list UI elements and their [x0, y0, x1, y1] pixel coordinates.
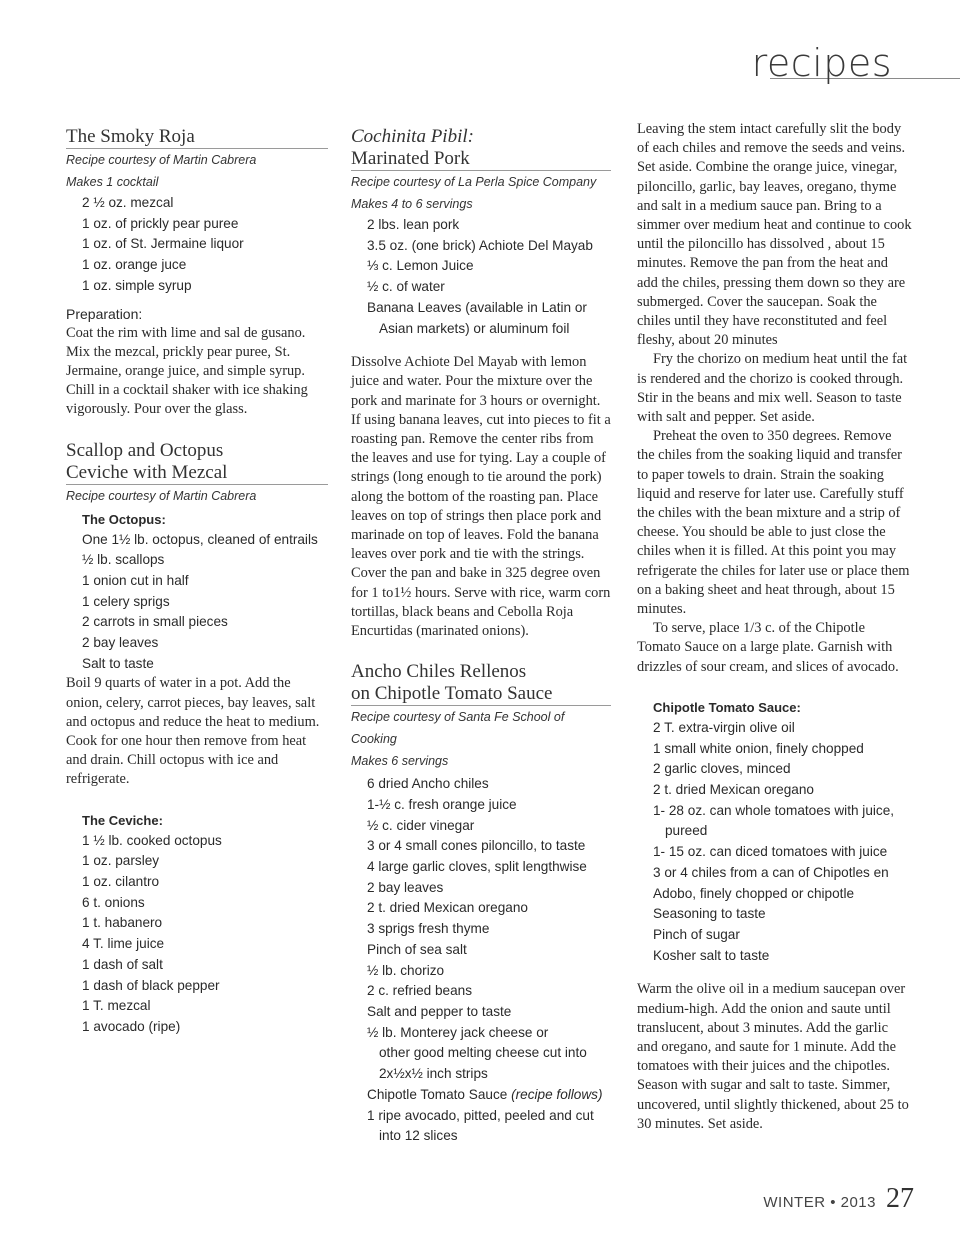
ingredient — [367, 298, 611, 339]
ceviche-credit: Recipe courtesy of Martin Cabrera — [66, 488, 257, 503]
chipotle-ingredients — [637, 718, 912, 966]
ingredient: 4 T. lime juice — [82, 936, 165, 952]
rellenos-method-2: Fry the chorizo on medium heat until the fat is rendered and the chorizo is cooked through. Stir in the beans and mix well. Season to taste with salt and pepper. Set aside. — [637, 351, 908, 426]
ingredient: 4 large garlic cloves, split lengthwise — [367, 859, 587, 875]
page-footer — [763, 1183, 914, 1215]
ingredient: 2 c. refried beans — [367, 983, 473, 999]
cochinita-credit: Recipe courtesy of La Perla Spice Company — [351, 175, 597, 189]
ceviche-title-line1: Scallop and Octopus — [66, 439, 224, 461]
section-label: recipes — [751, 41, 892, 85]
ingredient-line: 1 ripe avocado, pitted, peeled and cut — [367, 1107, 594, 1123]
ceviche-title — [66, 440, 328, 485]
ingredient: 1 celery sprigs — [82, 593, 170, 609]
ingredient: 1 dash of salt — [82, 956, 163, 972]
ingredient: 1- 15 oz. can diced tomatoes with juice — [653, 844, 888, 860]
column-middle — [351, 126, 611, 1147]
ingredient: 3 or 4 small cones piloncillo, to taste — [367, 838, 586, 854]
ingredient: 2 t. dried Mexican oregano — [367, 900, 528, 916]
octopus-heading: The Octopus: — [82, 511, 166, 527]
ingredient: 2 carrots in small pieces — [82, 614, 228, 630]
chipotle-heading: Chipotle Tomato Sauce: — [653, 699, 801, 715]
ingredient-line: pureed — [665, 823, 708, 839]
ingredient: 1 oz. orange juce — [82, 257, 187, 273]
recipe-follows-note: (recipe follows) — [511, 1086, 603, 1102]
preparation-label: Preparation: — [66, 305, 143, 322]
ingredient-line: into 12 slices — [379, 1128, 458, 1144]
ingredient: 3 sprigs fresh thyme — [367, 921, 490, 937]
ingredient: 2 bay leaves — [82, 635, 159, 651]
smoky-roja-yield: Makes 1 cocktail — [66, 175, 159, 189]
cochinita-title-line2: Marinated Pork — [351, 148, 470, 169]
rellenos-method-4: To serve, place 1/3 c. of the Chipotle Tomato Sauce on a large plate. Garnish with drizzles of sour cream, and slices of avocado. — [637, 620, 899, 675]
ingredient — [653, 801, 912, 842]
smoky-roja-title: The Smoky Roja — [66, 126, 328, 149]
ingredient: 2 T. extra-virgin olive oil — [653, 719, 795, 735]
ingredient — [367, 1085, 611, 1106]
ingredient: 1 oz. parsley — [82, 853, 160, 869]
ingredient: 1-½ c. fresh orange juice — [367, 796, 517, 812]
ingredient-line: Chipotle Tomato Sauce — [367, 1086, 508, 1102]
column-right — [637, 120, 912, 1134]
ingredient-line: Asian markets) or aluminum foil — [379, 320, 570, 336]
ingredient: 3.5 oz. (one brick) Achiote Del Mayab — [367, 237, 593, 253]
ingredient: 1 oz. cilantro — [82, 874, 160, 890]
ingredient: 2 t. dried Mexican oregano — [653, 782, 814, 797]
ingredient: 3 or 4 chiles from a can of Chipotles en — [653, 864, 889, 880]
ingredient: 1 ½ lb. cooked octopus — [82, 832, 222, 848]
ingredient-line: other good melting cheese cut into — [379, 1045, 587, 1061]
cochinita-title-line1: Cochinita Pibil: — [351, 126, 474, 147]
ingredient: 2 garlic cloves, minced — [653, 761, 791, 777]
rellenos-yield: Makes 6 servings — [351, 754, 449, 769]
ingredient: 1 t. habanero — [82, 915, 163, 931]
ingredient: 6 t. onions — [82, 894, 145, 910]
column-left — [66, 126, 328, 1038]
rellenos-credit: Recipe courtesy of Santa Fe School of Cooking — [351, 710, 565, 747]
ingredient: 2 lbs. lean pork — [367, 217, 460, 232]
cochinita-method: Dissolve Achiote Del Mayab with lemon juice and water. Pour the mixture over the pork and marinate for 3 hours or overnight. If using banana leaves, cut into pieces to fit a roasting pan. Remove the center ribs from the leaves and use for tying. Lay a couple of strings (long enough to tie around the pork) along the bottom of the roasting pan. Place leaves on top of strings then place pork and marinade on top of leaves. Fold the banana leaves over pork and tie with the strings. Cover the pan and bake in 325 degree oven for 1 to1½ hours. Serve with rice, warm corn tortillas, black beans and Cebolla Roja Encurtidas (marinated onions). — [351, 354, 611, 640]
ingredient: 1 dash of black pepper — [82, 977, 220, 993]
smoky-roja-method: Coat the rim with lime and sal de gusano. Mix the mezcal, prickly pear puree, St. Jermaine, orange juice, and simple syrup. Chill in a cocktail shaker with ice shaking vigorously. Pour over the glass. — [66, 324, 308, 418]
issue-season: WINTER • 2013 — [763, 1194, 876, 1211]
ingredient — [367, 1106, 611, 1147]
chipotle-method: Warm the olive oil in a medium saucepan over medium-high. Add the onion and saute until translucent, about 3 minutes. Add the garlic and oregano, and saute for 1 minute. Add the tomatoes with their juices and the chipotles. Season with sugar and salt to taste. Simmer, uncovered, until slightly thickened, about 25 to 30 minutes. Set aside. — [637, 981, 909, 1132]
ingredient-line: 2x½x½ inch strips — [379, 1066, 488, 1082]
rellenos-method-1: Leaving the stem intact carefully slit the body of each chiles and remove the seeds and veins. Set aside. Combine the orange juice, vinegar, piloncillo, garlic, bay leaves, oregano, thyme and salt in a medium sauce pan. Bring to a simmer over medium heat and continue to cook until the piloncillo has dissolved , about 15 minutes. Remove the pan from the heat and add the chiles, pressing them down so they are submerged. Cover the saucepan. Soak the chiles until they have reconstituted and feel fleshy, about 20 minutes — [637, 121, 912, 349]
ingredient: 6 dried Ancho chiles — [367, 776, 489, 792]
ingredient: 2 ½ oz. mezcal — [82, 195, 174, 210]
ingredient: One 1½ lb. octopus, cleaned of entrails — [82, 531, 318, 547]
cochinita-yield: Makes 4 to 6 servings — [351, 197, 473, 211]
ingredient: ½ c. cider vinegar — [367, 817, 475, 833]
octopus-ingredients — [66, 530, 328, 675]
ingredient: Pinch of sugar — [653, 926, 740, 942]
smoky-roja-credit: Recipe courtesy of Martin Cabrera — [66, 153, 257, 167]
page-number: 27 — [886, 1183, 914, 1214]
ingredient: 1 oz. of prickly pear puree — [82, 215, 239, 231]
rellenos-title — [351, 661, 611, 706]
ceviche-ingredients — [66, 831, 328, 1038]
cochinita-title — [351, 126, 611, 171]
ingredient — [367, 1023, 611, 1085]
ceviche-heading: The Ceviche: — [82, 812, 163, 828]
ingredient: 1 oz. of St. Jermaine liquor — [82, 236, 244, 252]
rellenos-title-line1: Ancho Chiles Rellenos — [351, 661, 527, 683]
rellenos-ingredients — [351, 774, 611, 1147]
ingredient: 1 avocado (ripe) — [82, 1019, 181, 1034]
ingredient: Pinch of sea salt — [367, 941, 467, 957]
ingredient: 1 onion cut in half — [82, 572, 189, 588]
ingredient-line: Banana Leaves (available in Latin or — [367, 299, 587, 315]
ingredient: ½ lb. scallops — [82, 552, 165, 568]
rellenos-title-line2: on Chipotle Tomato Sauce — [351, 683, 553, 705]
ingredient: ½ c. of water — [367, 279, 445, 295]
ingredient: 1 oz. simple syrup — [82, 277, 192, 293]
ingredient-line: ½ lb. Monterey jack cheese or — [367, 1024, 549, 1040]
ingredient: 2 bay leaves — [367, 879, 444, 895]
ingredient: Salt to taste — [82, 655, 154, 671]
smoky-roja-ingredients — [66, 193, 328, 297]
cochinita-ingredients — [351, 215, 611, 339]
ingredient-line: 1- 28 oz. can whole tomatoes with juice, — [653, 802, 895, 818]
ingredient: 1 T. mezcal — [82, 998, 151, 1014]
ingredient: Kosher salt to taste — [653, 947, 770, 963]
ingredient: Salt and pepper to taste — [367, 1004, 512, 1019]
ingredient: Adobo, finely chopped or chipotle — [653, 885, 855, 901]
ingredient: ⅓ c. Lemon Juice — [367, 258, 474, 274]
octopus-method: Boil 9 quarts of water in a pot. Add the onion, celery, carrot pieces, bay leaves, salt and octopus and reduce the heat to medium. Cook for one hour then remove from heat and drain. Chill octopus with ice and refrigerate. — [66, 675, 320, 788]
ingredient: ½ lb. chorizo — [367, 962, 445, 978]
ceviche-title-line2: Ceviche with Mezcal — [66, 461, 228, 483]
rellenos-method-3: Preheat the oven to 350 degrees. Remove the chiles from the soaking liquid and transfer to paper towels to drain. Strain the soaking liquid and reserve for later use. Carefully stuff the chiles with the bean mixture and a strip of cheese. You should be able to just close the chiles when it is filled. At this point you may refrigerate the chiles for later use or place them on a baking sheet and heat through, about 15 minutes. — [637, 428, 910, 618]
ingredient: 1 small white onion, finely chopped — [653, 740, 864, 756]
ingredient: Seasoning to taste — [653, 906, 766, 922]
